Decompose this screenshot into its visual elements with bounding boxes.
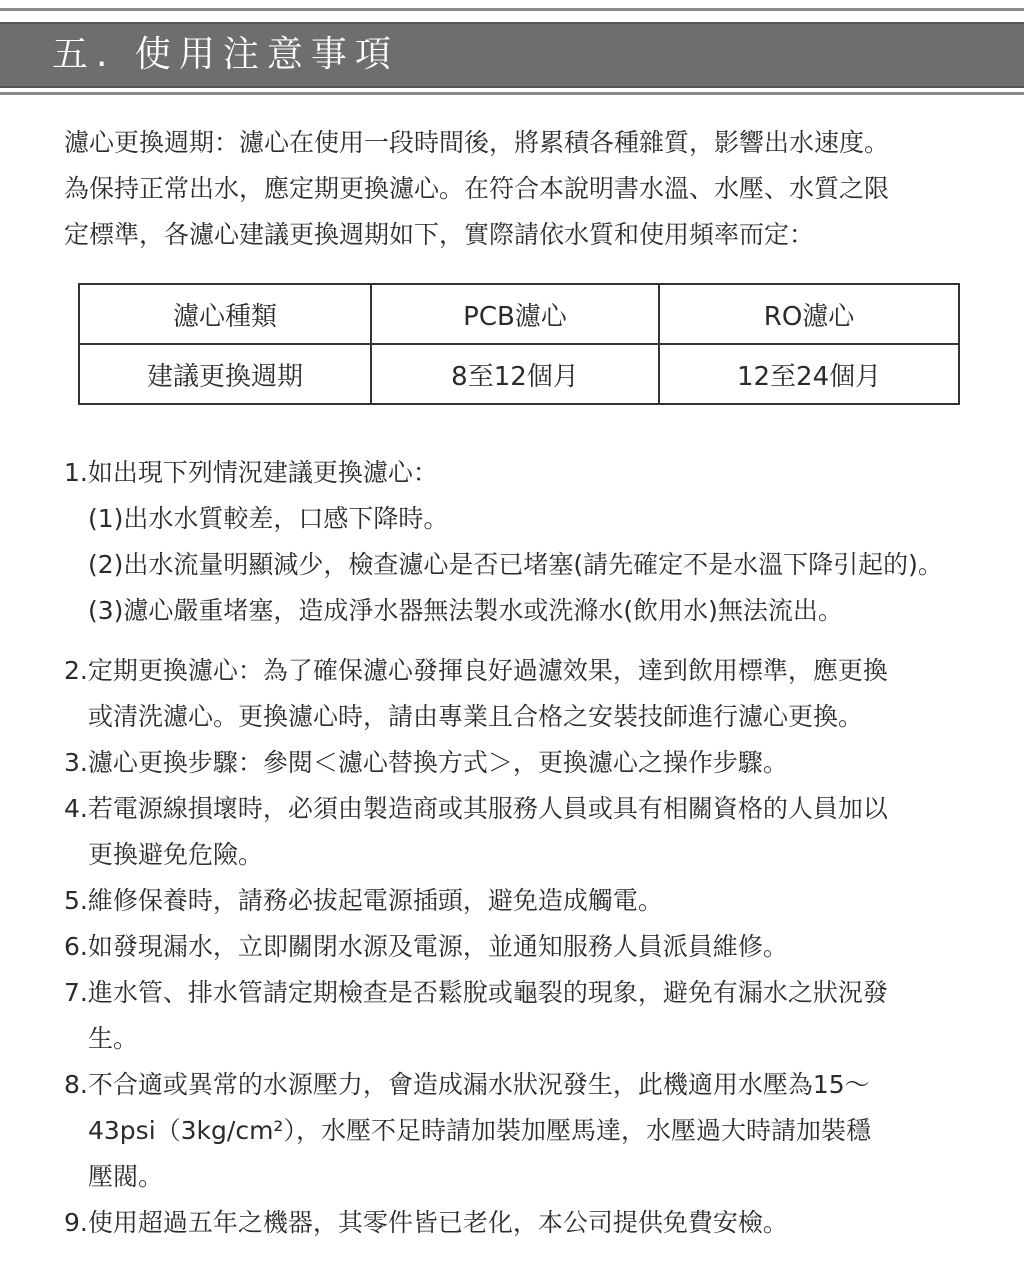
header-divider-bottom: [0, 92, 1024, 95]
list-item: 6.如發現漏水，立即關閉水源及電源，並通知服務人員派員維修。: [64, 932, 788, 961]
list-item: 3.濾心更換步驟：參閱＜濾心替換方式＞，更換濾心之操作步驟。: [64, 748, 788, 777]
list-item-continuation: 生。: [88, 1024, 139, 1053]
list-item: 8.不合適或異常的水源壓力，會造成漏水狀況發生，此機適用水壓為15～: [64, 1070, 870, 1099]
list-sub-item: (1)出水水質較差，口感下降時。: [88, 504, 449, 533]
table-cell: 12至24個月: [659, 344, 959, 404]
list-sub-item: (2)出水流量明顯減少，檢查濾心是否已堵塞(請先確定不是水溫下降引起的)。: [88, 550, 943, 579]
table-cell: 建議更換週期: [79, 344, 371, 404]
table-header-row: [79, 284, 959, 344]
list-item-continuation: 43psi（3kg/cm²），水壓不足時請加裝加壓馬達，水壓過大時請加裝穩: [88, 1116, 871, 1145]
list-item-title: 1.如出現下列情況建議更換濾心：: [64, 458, 438, 487]
list-item: 4.若電源線損壞時，必須由製造商或其服務人員或具有相關資格的人員加以: [64, 794, 888, 823]
list-item: 9.使用超過五年之機器，其零件皆已老化，本公司提供免費安檢。: [64, 1208, 788, 1237]
list-item: 5.維修保養時，請務必拔起電源插頭，避免造成觸電。: [64, 886, 663, 915]
table-row: [79, 344, 959, 404]
list-item: 2.定期更換濾心：為了確保濾心發揮良好過濾效果，達到飲用標準，應更換: [64, 656, 888, 685]
list-sub-item: (3)濾心嚴重堵塞，造成淨水器無法製水或洗滌水(飲用水)無法流出。: [88, 596, 843, 625]
list-item-continuation: 更換避免危險。: [88, 840, 264, 869]
header-divider-top: [0, 8, 1024, 11]
section-title: 五. 使用注意事項: [52, 34, 399, 75]
intro-line: 濾心更換週期：濾心在使用一段時間後，將累積各種雜質，影響出水速度。: [64, 128, 890, 157]
filter-replacement-table: [78, 283, 960, 405]
list-item-continuation: 壓閥。: [88, 1162, 164, 1191]
section-header: [0, 8, 1024, 96]
list-item: 7.進水管、排水管請定期檢查是否鬆脫或龜裂的現象，避免有漏水之狀況發: [64, 978, 888, 1007]
intro-line: 為保持正常出水，應定期更換濾心。在符合本說明書水溫、水壓、水質之限: [64, 174, 890, 203]
table-header-cell: 濾心種類: [79, 284, 371, 344]
intro-paragraph: [64, 120, 994, 258]
table-header-cell: RO濾心: [659, 284, 959, 344]
intro-line: 定標準，各濾心建議更換週期如下，實際請依水質和使用頻率而定：: [64, 220, 815, 249]
table-cell: 8至12個月: [371, 344, 659, 404]
table-header-cell: PCB濾心: [371, 284, 659, 344]
list-item-continuation: 或清洗濾心。更換濾心時，請由專業且合格之安裝技師進行濾心更換。: [88, 702, 864, 731]
